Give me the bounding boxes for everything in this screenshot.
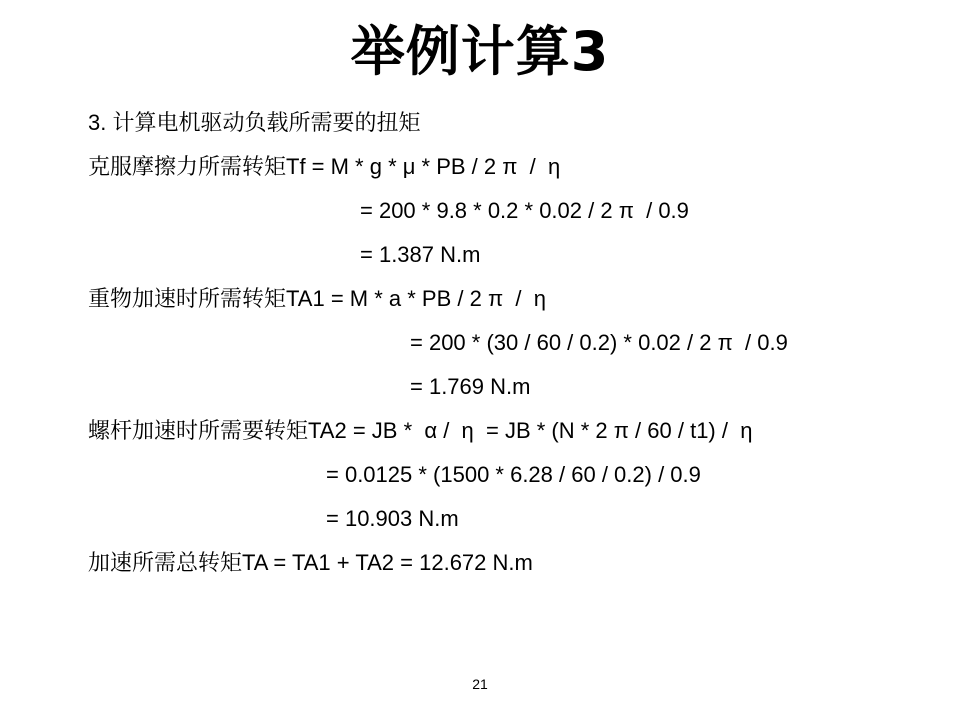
body-line: = 0.0125 * (1500 * 6.28 / 60 / 0.2) / 0.9 — [326, 462, 701, 487]
body-line: = 200 * 9.8 * 0.2 * 0.02 / 2 π / 0.9 — [360, 198, 689, 223]
body-line: = 10.903 N.m — [326, 506, 459, 531]
body-line: 螺杆加速时所需要转矩TA2 = JB * α / η = JB * (N * 2 π / 60 / t1) / η — [88, 418, 753, 443]
body-line: = 1.769 N.m — [410, 374, 531, 399]
body-line: 重物加速时所需转矩TA1 = M * a * PB / 2 π / η — [88, 286, 546, 311]
body-line: 3. 计算电机驱动负载所需要的扭矩 — [88, 110, 421, 135]
slide-body — [88, 112, 918, 596]
body-line: 克服摩擦力所需转矩Tf = M * g * μ * PB / 2 π / η — [88, 154, 561, 179]
body-line: 加速所需总转矩TA = TA1 + TA2 = 12.672 N.m — [88, 550, 533, 575]
page-title: 举例计算3 — [350, 20, 610, 83]
body-line: = 1.387 N.m — [360, 242, 481, 267]
page-number: 21 — [472, 676, 488, 692]
body-line: = 200 * (30 / 60 / 0.2) * 0.02 / 2 π / 0.9 — [410, 330, 788, 355]
